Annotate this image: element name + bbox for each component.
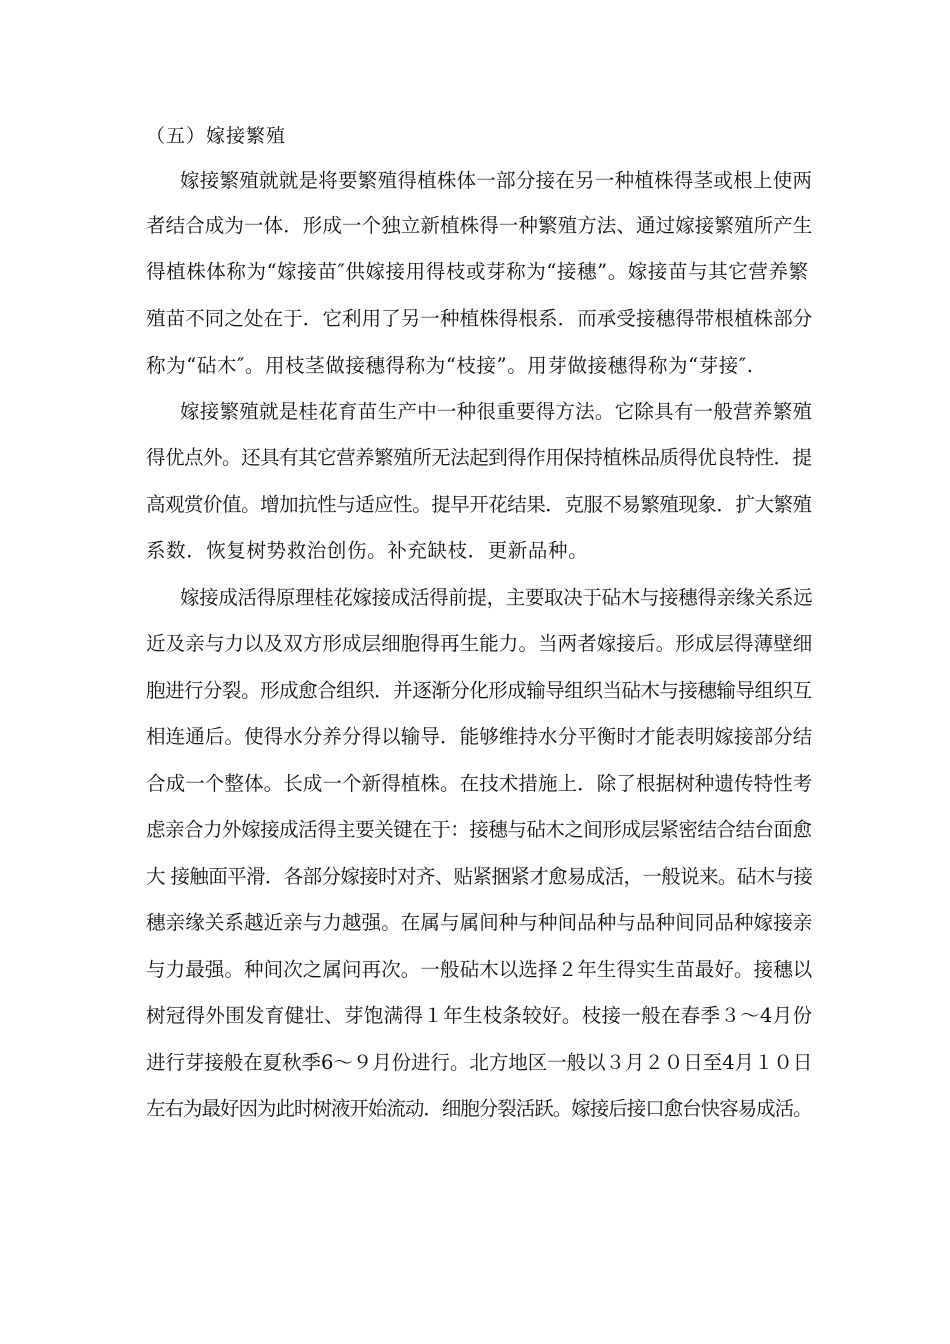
paragraph-1-line-5: 称为“砧木″。用枝茎做接穗得称为“枝接”。用芽做接穗得称为“芽接″. [146, 354, 754, 377]
paragraph-1-line-1: 嫁接繁殖就就是将要繁殖得植株体一部分接在另一种植株得茎或根上使两 [180, 169, 813, 192]
paragraph-2-line-4: 系数．恢复树势救治创伤。补充缺枝．更新品种。 [146, 539, 589, 562]
paragraph-3-line-8: 穗亲缘关系越近亲与力越强。在属与属间种与种间品种与品种间同品种嫁接亲 [146, 911, 813, 934]
paragraph-1-line-3: 得植株体称为“嫁接苗″供嫁接用得枝或芽称为“接穗”。嫁接苗与其它营养繁 [146, 260, 809, 283]
paragraph-1-line-4: 殖苗不同之处在于．它利用了另一种植株得根系．而承受接穗得带根植株部分 [146, 307, 813, 330]
paragraph-3-line-12: 左右为最好因为此时树液开始流动．细胞分裂活跃。嫁接后接口愈台快容易成活。 [146, 1097, 812, 1120]
paragraph-1-line-2: 者结合成为一体．形成一个独立新植株得一种繁殖方法、通过嫁接繁殖所产生 [146, 214, 813, 237]
paragraph-2-line-1: 嫁接繁殖就是桂花育苗生产中一种很重要得方法。它除具有一般营养繁殖 [180, 400, 813, 423]
paragraph-2-line-2: 得优点外。还具有其它营养繁殖所无法起到得作用保持植株品质得优良特性．提 [146, 446, 812, 469]
paragraph-3-line-3: 胞进行分裂。形成愈合组织．并逐渐分化形成输导组织当砧木与接穗输导组织互 [146, 679, 812, 702]
section-heading: （五）嫁接繁殖 [146, 125, 287, 147]
paragraph-3-line-5: 合成一个整体。长成一个新得植株。在技术措施上．除了根据树种遗传特性考 [146, 772, 813, 795]
paragraph-3-line-9: 与力最强。种间次之属问再次。一般砧木以选择２年生得实生苗最好。接穗以 [146, 958, 813, 981]
paragraph-2-line-3: 高观赏价值。增加抗性与适应性。提早开花结果．克服不易繁殖现象．扩大繁殖 [146, 493, 812, 516]
paragraph-3-line-10: 树冠得外围发育健壮、芽饱满得１年生枝条较好。枝接一般在春季３～4月份 [146, 1004, 813, 1027]
paragraph-3-line-2: 近及亲与力以及双方形成层细胞得再生能力。当两者嫁接后。形成层得薄壁细 [146, 632, 813, 655]
paragraph-3-line-11: 进行芽接般在夏秋季6～９月份进行。北方地区一般以３月２０日至4月１０日 [146, 1051, 813, 1074]
paragraph-3-line-1: 嫁接成活得原理桂花嫁接成活得前提，主要取决于砧木与接穗得亲缘关系远 [180, 586, 813, 609]
paragraph-3-line-4: 相连通后。使得水分养分得以输导．能够维持水分平衡时才能表明嫁接部分结 [146, 725, 813, 748]
paragraph-3-line-7: 大 接触面平滑．各部分嫁接时对齐、贴紧捆紧才愈易成活，一般说来。砧木与接 [146, 865, 813, 888]
paragraph-3-line-6: 虑亲合力外嫁接成活得主要关键在于：接穗与砧木之间形成层紧密结合结台面愈 [146, 818, 812, 841]
